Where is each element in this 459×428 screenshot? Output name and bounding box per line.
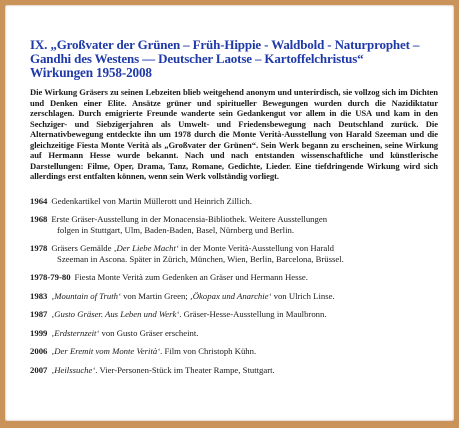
entry-title: ‚Erdsternzeit‘	[51, 327, 100, 338]
entry-text: von Martin Green;	[120, 290, 190, 301]
timeline-entry	[30, 243, 438, 264]
document-sheet	[5, 5, 454, 421]
entry-text: . Film von Christoph Kühn.	[160, 346, 257, 357]
timeline-entry	[30, 346, 438, 356]
timeline-entry	[30, 309, 438, 319]
timeline-entry	[30, 328, 438, 338]
chapter-heading	[30, 38, 438, 80]
entry-text: von Gusto Gräser erscheint.	[99, 327, 199, 338]
entry-year: 1964	[30, 195, 48, 206]
entry-year: 2006	[30, 346, 48, 357]
timeline-list	[30, 196, 438, 375]
entry-continuation: folgen in Stuttgart, Ulm, Baden-Baden, Basel, Nürnberg und Berlin.	[57, 224, 295, 235]
entry-year: 1999	[30, 327, 48, 338]
entry-text: von Ulrich Linse.	[271, 290, 335, 301]
timeline-entry	[30, 272, 438, 282]
entry-text: . Vier-Personen-Stück im Theater Rampe, Stuttgart.	[95, 364, 275, 375]
entry-text: Fiesta Monte Verità zum Gedenken an Gräser und Hermann Hesse.	[74, 272, 308, 283]
entry-year: 1987	[30, 309, 48, 320]
timeline-entry	[30, 291, 438, 301]
entry-year: 1978	[30, 243, 48, 254]
heading-line-1: IX. „Großvater der Grünen – Früh-Hippie - Waldbold - Naturprophet –	[30, 37, 420, 52]
timeline-entry	[30, 196, 438, 206]
heading-line-3: Wirkungen 1958-2008	[30, 65, 152, 80]
entry-text: Erste Gräser-Ausstellung in der Monacensia-Bibliothek. Weitere Ausstellungen	[51, 214, 328, 225]
entry-year: 1978-79-80	[30, 272, 71, 283]
entry-year: 1968	[30, 214, 48, 225]
entry-year: 2007	[30, 364, 48, 375]
entry-title: ‚Gusto Gräser. Aus Leben und Werk‘	[51, 309, 180, 320]
entry-text: in der Monte Verità-Ausstellung von Harald	[178, 243, 334, 254]
entry-text: Gedenkartikel von Martin Müllerott und Heinrich Zillich.	[51, 195, 252, 206]
heading-line-2: Gandhi des Westens — Deutscher Laotse – Kartoffelchristus“	[30, 51, 364, 66]
entry-text: Gräsers Gemälde	[51, 243, 114, 254]
entry-title: ‚Der Eremit vom Monte Verità‘	[51, 346, 161, 357]
entry-title: ‚Ökopax und Anarchie‘	[189, 290, 272, 301]
entry-title: ‚Der Liebe Macht‘	[113, 243, 179, 254]
entry-continuation: Szeeman in Ascona. Später in Zürich, München, Wien, Berlin, Barcelona, Brüssel.	[57, 253, 344, 264]
entry-title: ‚Mountain of Truth‘	[51, 290, 121, 301]
timeline-entry	[30, 214, 438, 235]
entry-title: ‚Heilssuche‘	[51, 364, 96, 375]
entry-text: . Gräser-Hesse-Ausstellung in Maulbronn.	[179, 309, 327, 320]
entry-year: 1983	[30, 290, 48, 301]
intro-paragraph: Die Wirkung Gräsers zu seinen Lebzeiten blieb weitgehend anonym und unterirdisch, sie vollzog sich im Dichten und Denken einer Elite. Ansätze grüner und spiritueller Bewegungen wurden durch die Nazidiktatur zerschlagen. Durch emigrierte Freunde wanderte sein Gedankengut vor allem in die USA und kam in den Sechziger- und Siebzigerjahren als Umwelt- und Friedensbewegung nach Deutschland zurück. Die Alternativbewegung entdeckte ihn um 1978 durch die Monte Verità-Ausstellung von Harald Szeeman und die gleichzeitige Fiesta Monte Verità als „Großvater der Grünen“. Sein Werk begann zu erscheinen, seine Wirkung auf Hermann Hesse wurde bekannt. Nach und nach entstanden wissenschaftliche und künstlerische Darstellungen: Filme, Oper, Drama, Tanz, Romane, Gedichte, Lieder. Eine tiefdringende Wirkung wird sich allerdings erst entfalten können, wenn sein Werk vollständig vorliegt.	[30, 87, 438, 182]
timeline-entry	[30, 365, 438, 375]
